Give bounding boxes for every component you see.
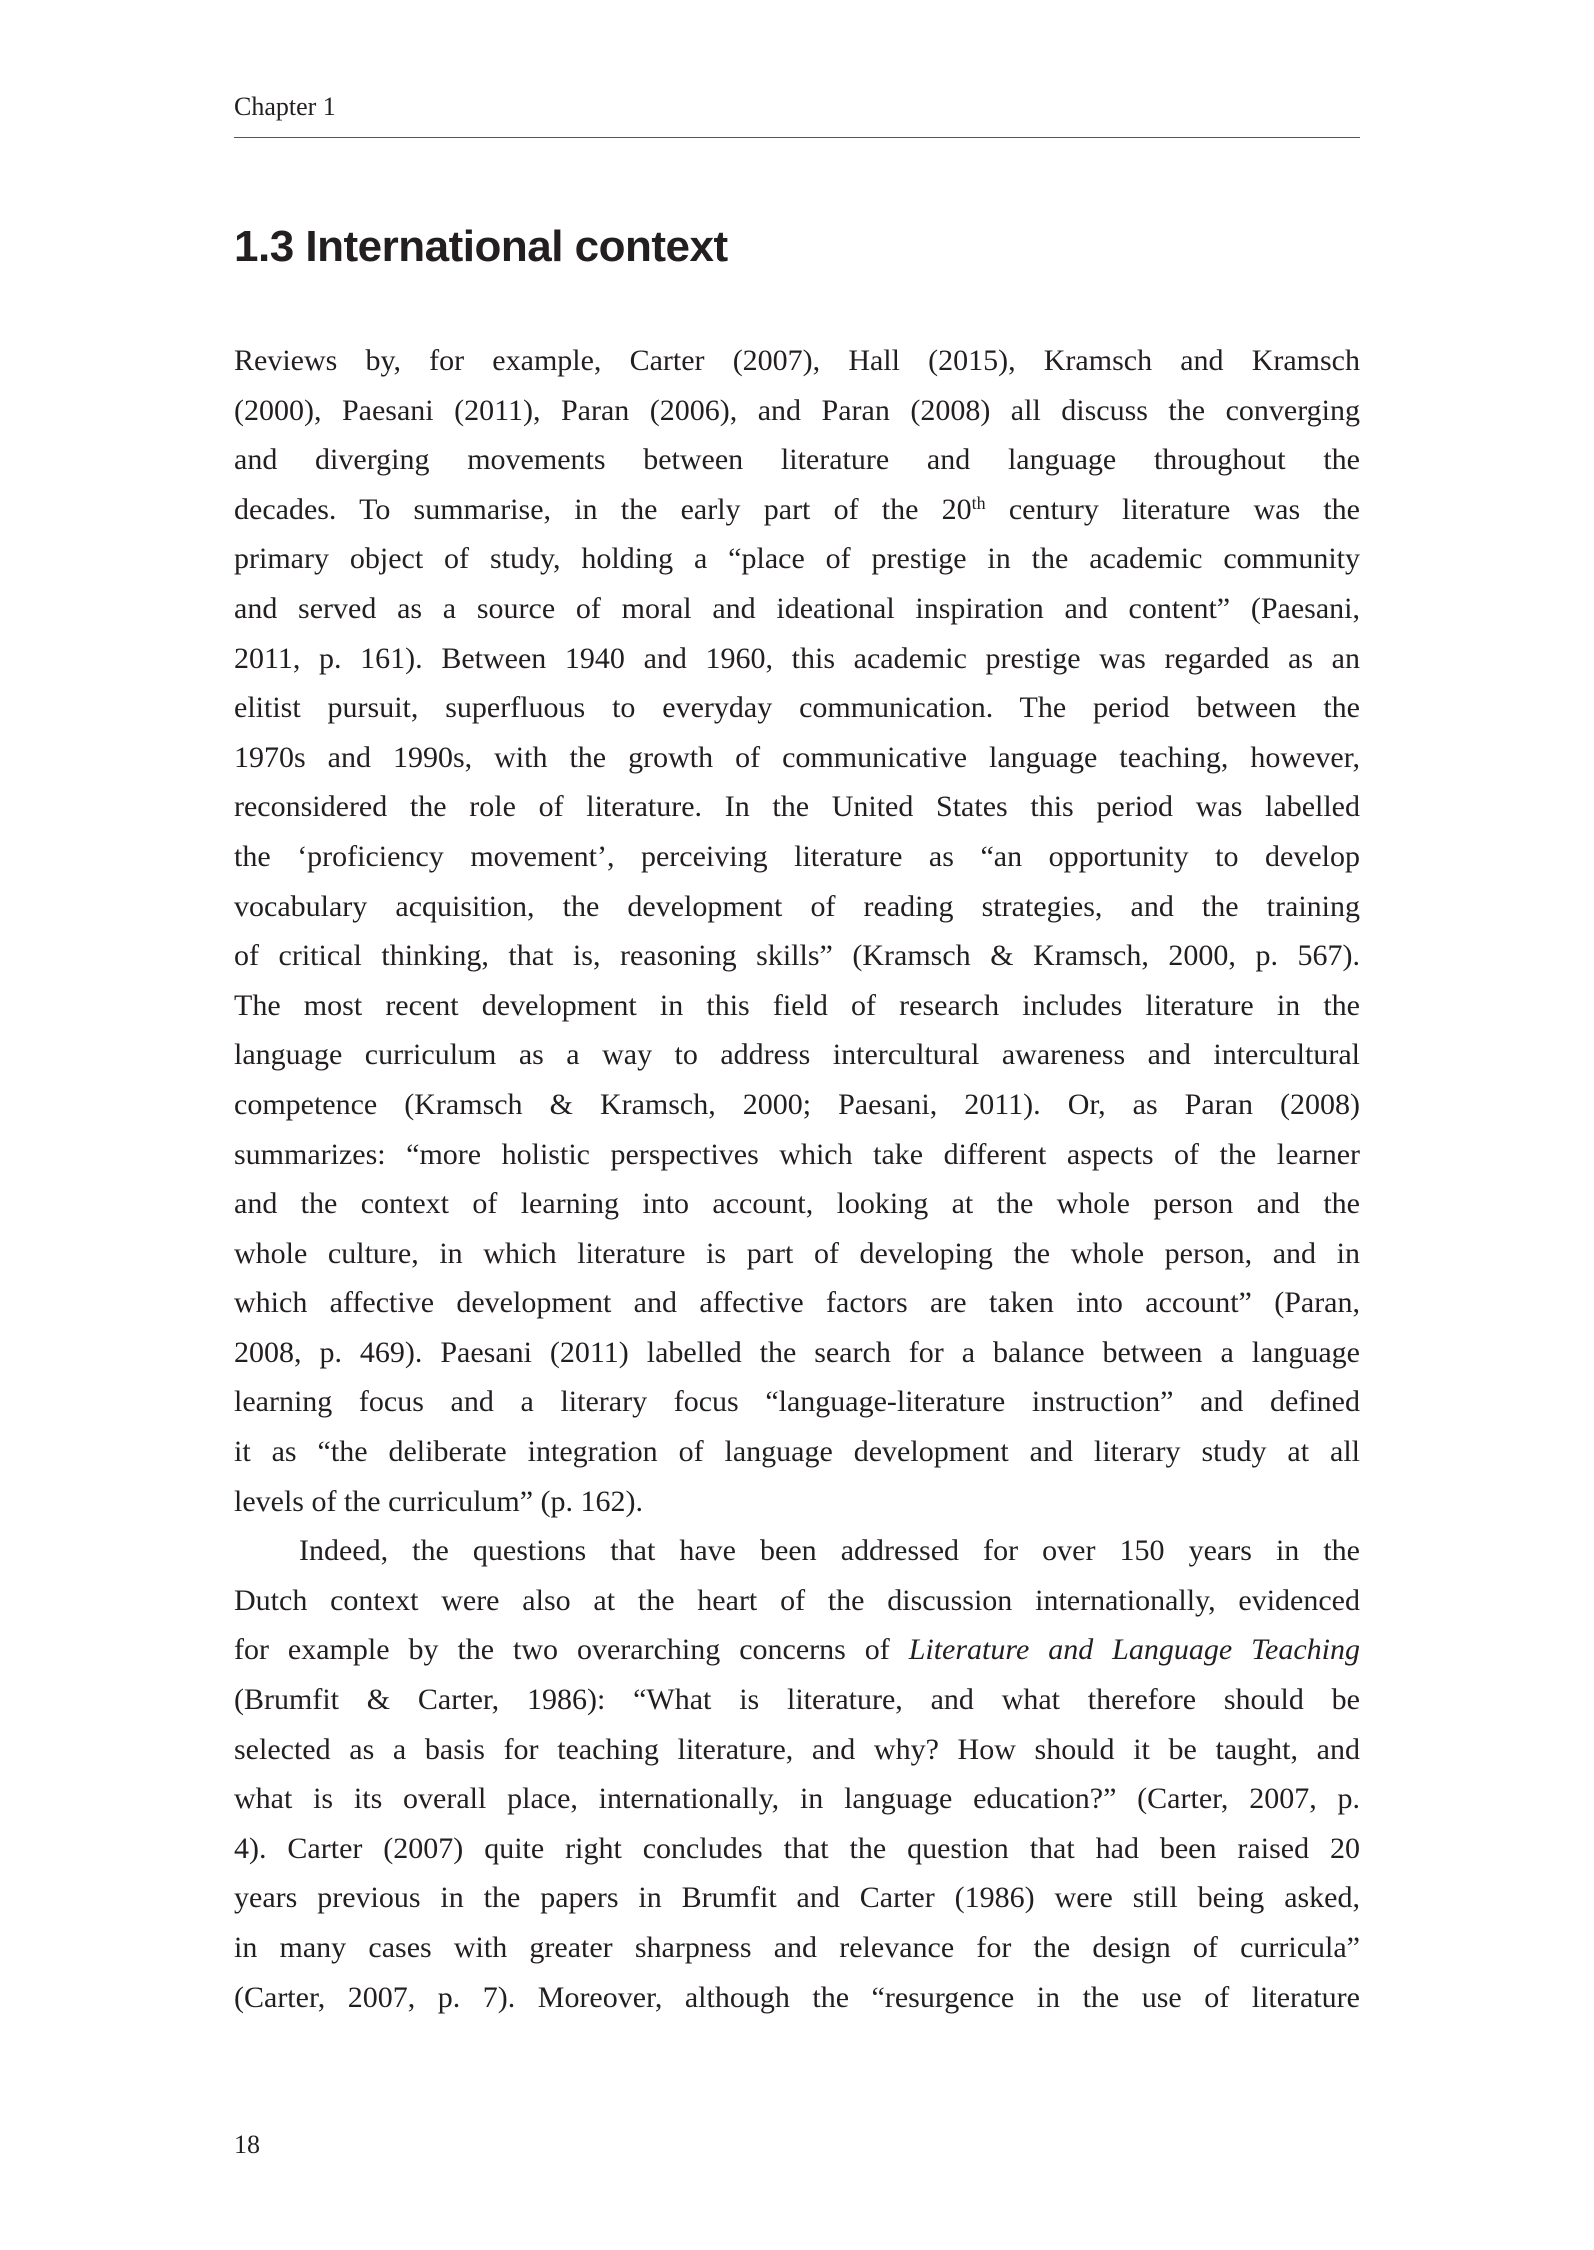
text-line <box>234 1824 1360 1874</box>
text-span: in many cases with greater sharpness and relevance for the design of curricula” <box>234 1931 1360 1964</box>
text-span: primary object of study, holding a “place of prestige in the academic community <box>234 542 1360 576</box>
text-span: century literature was the <box>985 492 1360 526</box>
text-span: and served as a source of moral and ideational inspiration and content” (Paesani, <box>234 591 1360 625</box>
text-span: 2011, p. 161). Between 1940 and 1960, this academic prestige was regarded as an <box>234 641 1360 675</box>
text-line <box>234 832 1360 882</box>
text-line <box>234 1278 1360 1328</box>
text-line <box>234 1725 1360 1775</box>
text-line <box>234 435 1360 485</box>
text-span: and diverging movements between literature and language throughout the <box>234 443 1360 477</box>
text-span: decades. To summarise, in the early part of the 20 <box>234 492 972 526</box>
text-span: competence (Kramsch & Kramsch, 2000; Paesani, 2011). Or, as Paran (2008) <box>234 1087 1360 1121</box>
text-line <box>234 386 1360 436</box>
text-line <box>234 1328 1360 1378</box>
text-span: learning focus and a literary focus “language-literature instruction” and defined <box>234 1385 1360 1419</box>
text-line <box>234 1179 1360 1229</box>
text-line <box>234 1080 1360 1130</box>
text-line <box>234 1130 1360 1180</box>
text-span: Indeed, the questions that have been addressed for over 150 years in the <box>299 1534 1360 1568</box>
text-line <box>234 1377 1360 1427</box>
text-span: selected as a basis for teaching literature, and why? How should it be taught, and <box>234 1732 1360 1766</box>
header-rule <box>234 137 1360 138</box>
text-span: of critical thinking, that is, reasoning skills” (Kramsch & Kramsch, 2000, p. 567). <box>234 939 1360 973</box>
body-text <box>234 336 1360 2022</box>
text-span: (2000), Paesani (2011), Paran (2006), and Paran (2008) all discuss the converging <box>234 393 1360 427</box>
text-line <box>234 634 1360 684</box>
text-line <box>234 1229 1360 1279</box>
text-span: whole culture, in which literature is part of developing the whole person, and in <box>234 1236 1360 1270</box>
text-line <box>234 534 1360 584</box>
text-line <box>234 733 1360 783</box>
text-span: (Brumfit & Carter, 1986): “What is literature, and what therefore should be <box>234 1683 1360 1717</box>
text-line <box>234 782 1360 832</box>
text-span: 1970s and 1990s, with the growth of communicative language teaching, however, <box>234 740 1360 774</box>
text-line <box>234 485 1360 535</box>
text-span: summarizes: “more holistic perspectives which take different aspects of the learner <box>234 1137 1360 1171</box>
text-line <box>234 1477 1360 1527</box>
text-line <box>234 1625 1360 1675</box>
text-span: for example by the two overarching concerns of <box>234 1633 909 1667</box>
page-number: 18 <box>234 2130 260 2159</box>
text-span: levels of the curriculum” (p. 162). <box>234 1484 644 1518</box>
text-line <box>234 981 1360 1031</box>
text-span: the ‘proficiency movement’, perceiving literature as “an opportunity to develop <box>234 839 1360 873</box>
text-line <box>234 1923 1360 1973</box>
text-span: Reviews by, for example, Carter (2007), Hall (2015), Kramsch and Kramsch <box>234 344 1360 377</box>
text-line <box>234 584 1360 634</box>
text-span: 2008, p. 469). Paesani (2011) labelled the search for a balance between a language <box>234 1335 1360 1369</box>
text-line <box>234 1030 1360 1080</box>
text-span: vocabulary acquisition, the development of reading strategies, and the training <box>234 889 1360 923</box>
text-line <box>234 1675 1360 1725</box>
text-span: what is its overall place, internationally, in language education?” (Carter, 2007, p. <box>234 1782 1360 1816</box>
text-line <box>234 683 1360 733</box>
text-line <box>234 1427 1360 1477</box>
text-span: (Carter, 2007, p. 7). Moreover, although the “resurgence in the use of literature <box>234 1980 1360 2014</box>
text-line <box>234 336 1360 386</box>
italic-title: Literature and Language Teaching <box>908 1633 1360 1667</box>
text-span: which affective development and affective factors are taken into account” (Paran, <box>234 1286 1360 1320</box>
text-span: The most recent development in this field of research includes literature in the <box>234 988 1360 1022</box>
text-line <box>234 1526 1360 1576</box>
text-span: 4). Carter (2007) quite right concludes that the question that had been raised 20 <box>234 1831 1360 1865</box>
text-span: it as “the deliberate integration of language development and literary study at all <box>234 1435 1360 1469</box>
text-span: reconsidered the role of literature. In the United States this period was labelled <box>234 790 1360 824</box>
running-head: Chapter 1 <box>234 92 336 121</box>
text-span: and the context of learning into account, looking at the whole person and the <box>234 1187 1360 1221</box>
section-heading: 1.3 International context <box>234 222 728 271</box>
text-span: years previous in the papers in Brumfit and Carter (1986) were still being asked, <box>234 1881 1360 1915</box>
text-line <box>234 1774 1360 1824</box>
text-span: language curriculum as a way to address intercultural awareness and intercultural <box>234 1038 1360 1072</box>
text-span: elitist pursuit, superfluous to everyday communication. The period between the <box>234 691 1360 725</box>
text-line <box>234 1576 1360 1626</box>
text-line <box>234 882 1360 932</box>
superscript: th <box>971 492 986 513</box>
text-line <box>234 1973 1360 2023</box>
text-span: Dutch context were also at the heart of the discussion internationally, evidenced <box>234 1583 1360 1617</box>
text-line <box>234 931 1360 981</box>
text-line <box>234 1873 1360 1923</box>
